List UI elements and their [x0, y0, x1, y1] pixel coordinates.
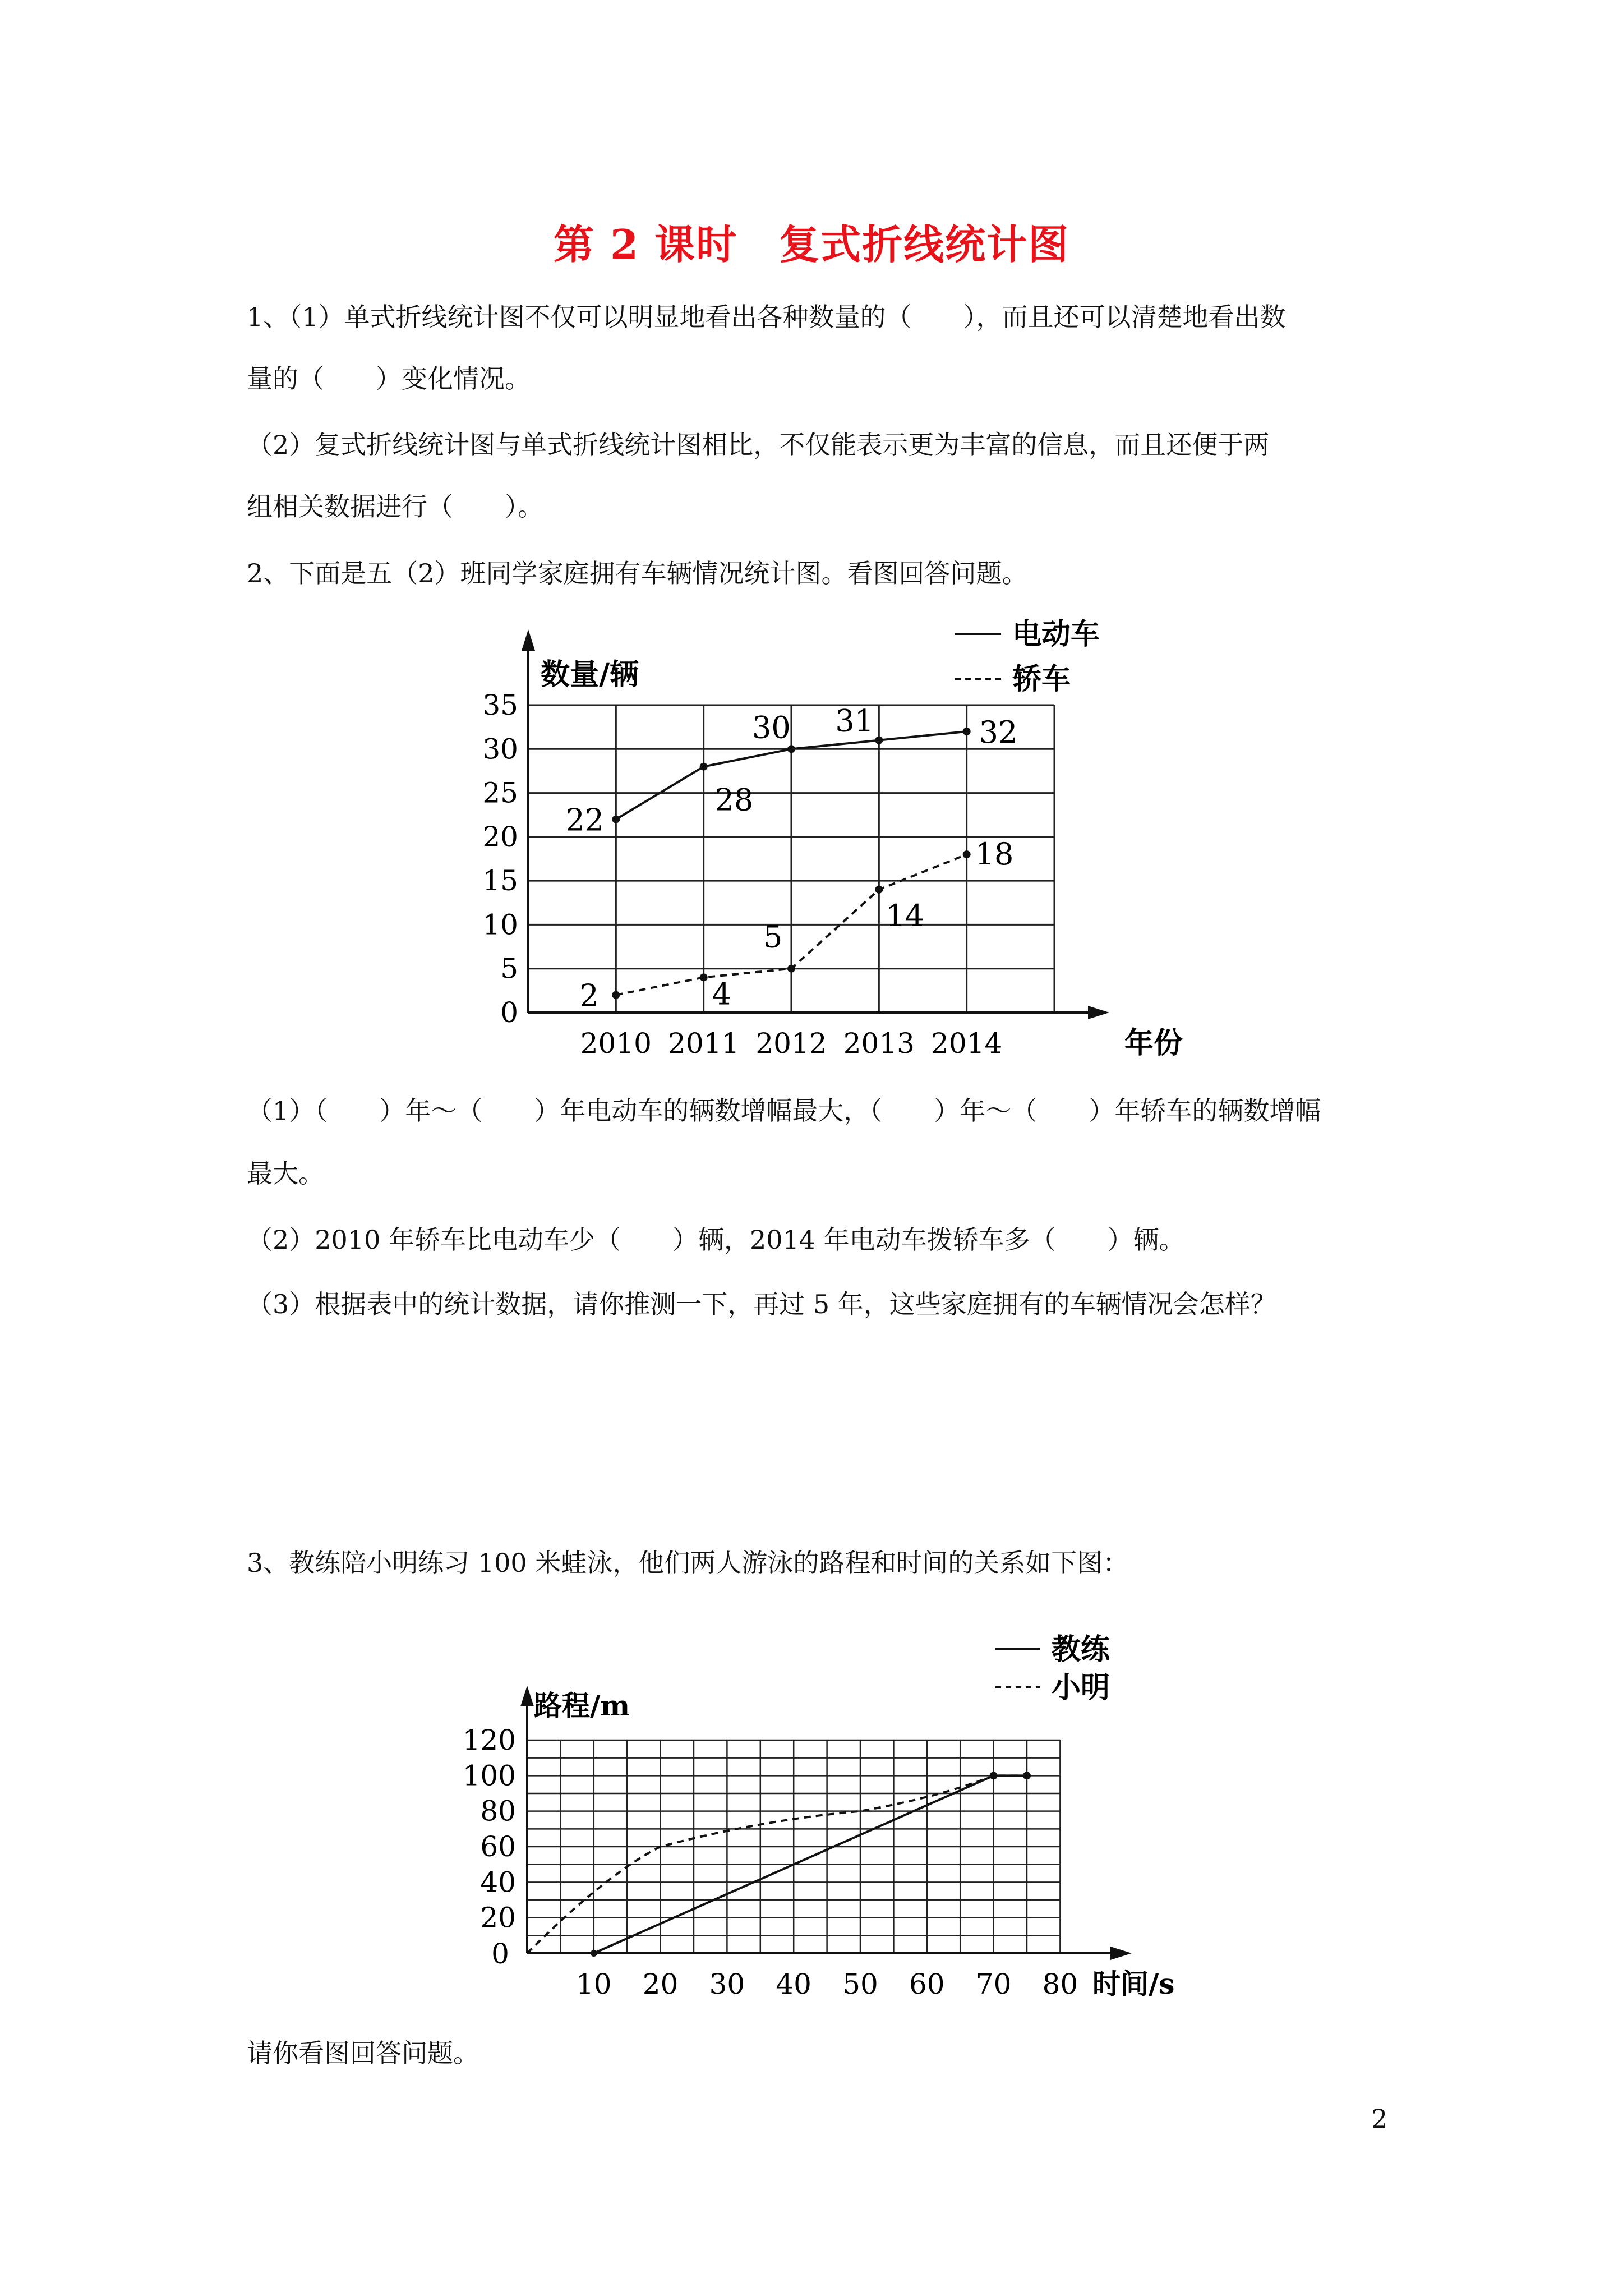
x-tick-label: 2012	[755, 1027, 827, 1060]
x-tick-label: 20	[642, 1968, 679, 2000]
y-tick-label: 20	[480, 1901, 516, 1934]
x-axis-arrow	[1088, 1006, 1109, 1019]
y-axis-label: 数量/辆	[541, 657, 639, 692]
y-axis-arrow	[520, 1686, 534, 1706]
data-point-ev	[700, 763, 708, 771]
x-tick-label: 60	[909, 1968, 945, 2000]
x-tick-label: 10	[575, 1968, 612, 2000]
y-tick-label: 25	[482, 776, 518, 809]
y-tick-label: 100	[462, 1759, 516, 1792]
legend-label-ev: 电动车	[1012, 617, 1100, 651]
data-label-car: 14	[886, 898, 925, 933]
data-point-car	[700, 973, 708, 981]
data-label-ev: 28	[714, 782, 754, 818]
x-tick-label: 2013	[843, 1027, 915, 1060]
x-tick-label: 80	[1042, 1968, 1078, 2000]
data-label-car: 2	[579, 978, 599, 1014]
data-point-car	[612, 991, 620, 999]
data-label-ev: 30	[752, 710, 791, 746]
x-tick-label: 2010	[580, 1027, 652, 1060]
data-point-ev	[875, 737, 883, 744]
data-label-car: 18	[975, 836, 1014, 872]
y-tick-label: 120	[462, 1724, 516, 1756]
x-axis-label: 时间/s	[1092, 1967, 1175, 2000]
y-tick-label: 80	[480, 1795, 516, 1828]
x-tick-label: 50	[842, 1968, 878, 2000]
x-tick-label: 2011	[668, 1027, 740, 1060]
q1-part1-line1: 1、（1）单式折线统计图不仅可以明显地看出各种数量的（ ），而且还可以清楚地看出数	[247, 302, 1286, 332]
q3-prompt: 请你看图回答问题。	[247, 2038, 479, 2068]
y-tick-label: 30	[482, 733, 518, 766]
x-tick-label: 70	[975, 1968, 1012, 2000]
data-label-car: 5	[763, 919, 783, 955]
q2-intro: 2、下面是五（2）班同学家庭拥有车辆情况统计图。看图回答问题。	[247, 558, 1028, 588]
vehicle-line-chart	[460, 606, 1189, 1077]
q1-part2-line2: 组相关数据进行（ ）。	[247, 491, 543, 522]
data-point-car	[787, 965, 795, 973]
q2-sub1-line1: （1）（ ）年～（ ）年电动车的辆数增幅最大，（ ）年～（ ）年轿车的辆数增幅	[247, 1096, 1321, 1126]
data-point-ev	[612, 816, 620, 823]
y-tick-label: 60	[480, 1830, 516, 1863]
origin-label: 0	[491, 1938, 509, 1970]
data-label-ev: 22	[565, 802, 605, 838]
q1-part2-line1: （2）复式折线统计图与单式折线统计图相比，不仅能表示更为丰富的信息，而且还便于两	[247, 430, 1270, 460]
y-tick-label: 10	[482, 908, 518, 941]
data-label-car: 4	[712, 976, 732, 1012]
data-label-ev: 32	[979, 714, 1018, 750]
y-tick-label: 35	[482, 689, 518, 721]
legend-label-coach: 教练	[1052, 1632, 1110, 1667]
y-tick-label: 15	[482, 864, 518, 898]
x-axis-label: 年份	[1124, 1026, 1183, 1060]
data-point-car	[875, 886, 883, 894]
x-tick-label: 2014	[931, 1027, 1003, 1060]
x-axis-arrow	[1110, 1947, 1132, 1960]
page-number: 2	[1371, 2104, 1388, 2134]
y-axis-label: 路程/m	[534, 1689, 630, 1722]
q2-sub1-line2: 最大。	[247, 1158, 324, 1189]
y-tick-label: 5	[500, 952, 518, 985]
y-tick-label: 0	[500, 996, 518, 1029]
legend-label-xiaoming: 小明	[1052, 1671, 1110, 1705]
q2-sub3: （3）根据表中的统计数据，请你推测一下，再过 5 年，这些家庭拥有的车辆情况会怎样？	[247, 1289, 1276, 1319]
data-point-coach-start	[591, 1950, 597, 1957]
swim-line-chart	[449, 1616, 1200, 2008]
q3-intro: 3、教练陪小明练习 100 米蛙泳，他们两人游泳的路程和时间的关系如下图：	[247, 1548, 1129, 1578]
data-point-ev	[963, 728, 971, 735]
x-tick-label: 30	[709, 1968, 745, 2000]
data-point-car	[963, 850, 971, 858]
data-point-ev	[787, 745, 795, 753]
y-tick-label: 20	[482, 820, 518, 853]
data-point	[990, 1772, 998, 1779]
x-tick-label: 40	[776, 1968, 812, 2000]
y-axis-arrow	[522, 629, 535, 651]
legend-label-car: 轿车	[1012, 662, 1071, 696]
data-point	[1023, 1772, 1031, 1779]
y-tick-label: 40	[480, 1866, 516, 1899]
q2-sub2: （2）2010 年轿车比电动车少（ ）辆，2014 年电动车拨轿车多（ ）辆。	[247, 1225, 1185, 1255]
q1-part1-line2: 量的（ ）变化情况。	[247, 364, 531, 394]
data-label-ev: 31	[835, 703, 874, 739]
page-title: 第 2 课时 复式折线统计图	[553, 220, 1070, 268]
